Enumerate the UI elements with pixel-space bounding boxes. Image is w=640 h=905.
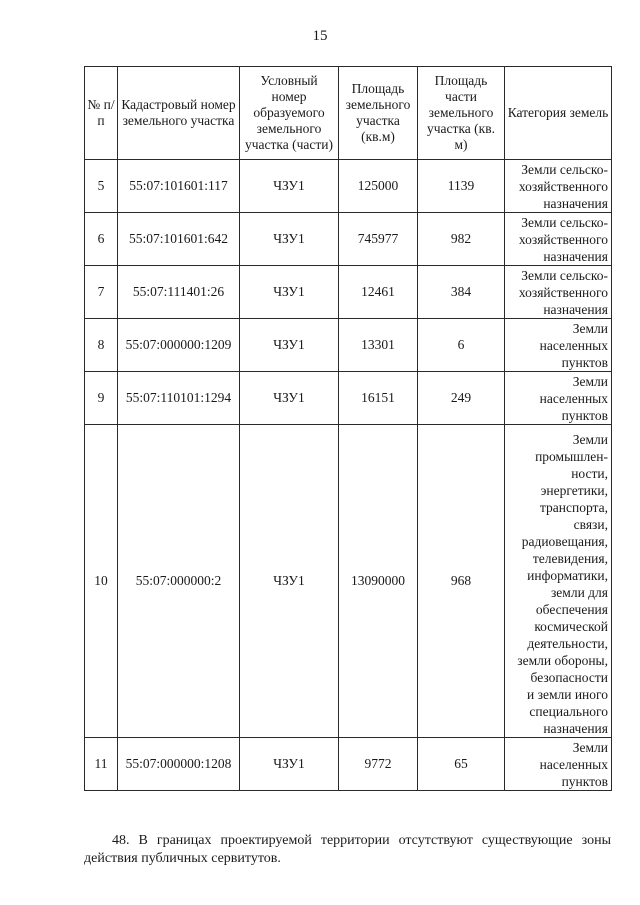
row-number: 11	[85, 738, 118, 791]
row-number: 9	[85, 372, 118, 425]
cadastral-number: 55:07:101601:642	[118, 213, 240, 266]
row-number: 6	[85, 213, 118, 266]
table-header-row	[85, 67, 612, 160]
table-row	[85, 738, 612, 791]
cadastral-number: 55:07:000000:1209	[118, 319, 240, 372]
header-plot-area: Площадь земельного участка (кв.м)	[339, 67, 418, 160]
row-number: 8	[85, 319, 118, 372]
plot-area: 16151	[339, 372, 418, 425]
plot-area: 125000	[339, 160, 418, 213]
table-row	[85, 319, 612, 372]
plot-area: 745977	[339, 213, 418, 266]
land-category	[505, 319, 612, 372]
header-land-category: Категория земель	[505, 67, 612, 160]
land-category	[505, 738, 612, 791]
conditional-number: ЧЗУ1	[240, 372, 339, 425]
cadastral-number: 55:07:101601:117	[118, 160, 240, 213]
part-area: 982	[418, 213, 505, 266]
land-category-text: Земли населенных пунктов	[539, 374, 608, 423]
cadastral-number: 55:07:111401:26	[118, 266, 240, 319]
part-area: 968	[418, 425, 505, 738]
header-part-area: Площадь части земельного участка (кв. м)	[418, 67, 505, 160]
cadastral-number: 55:07:000000:2	[118, 425, 240, 738]
land-category-text: Земли сельско- хозяйственного назначения	[518, 215, 608, 264]
land-category	[505, 213, 612, 266]
land-plots-table	[84, 66, 612, 791]
land-category-text: Земли промышлен- ности, энергетики, транспорта, связи, радиовещания, телевидения, информатики, земли для обеспечения космической деятельности, земли обороны, безопасности и земли иного специального назначения	[517, 432, 608, 736]
land-category-text: Земли сельско- хозяйственного назначения	[518, 162, 608, 211]
row-number: 5	[85, 160, 118, 213]
land-category	[505, 372, 612, 425]
plot-area: 12461	[339, 266, 418, 319]
land-category-text: Земли сельско- хозяйственного назначения	[518, 268, 608, 317]
cadastral-number: 55:07:000000:1208	[118, 738, 240, 791]
header-number: № п/п	[85, 67, 118, 160]
land-category	[505, 425, 612, 738]
table-row	[85, 160, 612, 213]
land-category-text: Земли населенных пунктов	[539, 321, 608, 370]
plot-area: 9772	[339, 738, 418, 791]
table-row	[85, 213, 612, 266]
conditional-number: ЧЗУ1	[240, 266, 339, 319]
part-area: 65	[418, 738, 505, 791]
table-row	[85, 372, 612, 425]
header-conditional-number: Условный номер образуемого земельного участка (части)	[240, 67, 339, 160]
plot-area: 13090000	[339, 425, 418, 738]
plot-area: 13301	[339, 319, 418, 372]
conditional-number: ЧЗУ1	[240, 738, 339, 791]
part-area: 384	[418, 266, 505, 319]
land-category	[505, 160, 612, 213]
page-number: 15	[312, 28, 328, 44]
part-area: 6	[418, 319, 505, 372]
row-number: 10	[85, 425, 118, 738]
conditional-number: ЧЗУ1	[240, 425, 339, 738]
paragraph-48: 48. В границах проектируемой территории отсутствуют существующие зоны действия публичных сервитутов.	[84, 833, 611, 866]
conditional-number: ЧЗУ1	[240, 213, 339, 266]
table-row	[85, 425, 612, 738]
land-category-text: Земли населенных пунктов	[539, 740, 608, 789]
part-area: 249	[418, 372, 505, 425]
conditional-number: ЧЗУ1	[240, 319, 339, 372]
header-cadastral-number: Кадастровый номер земельного участка	[118, 67, 240, 160]
row-number: 7	[85, 266, 118, 319]
table-row	[85, 266, 612, 319]
conditional-number: ЧЗУ1	[240, 160, 339, 213]
cadastral-number: 55:07:110101:1294	[118, 372, 240, 425]
part-area: 1139	[418, 160, 505, 213]
land-category	[505, 266, 612, 319]
